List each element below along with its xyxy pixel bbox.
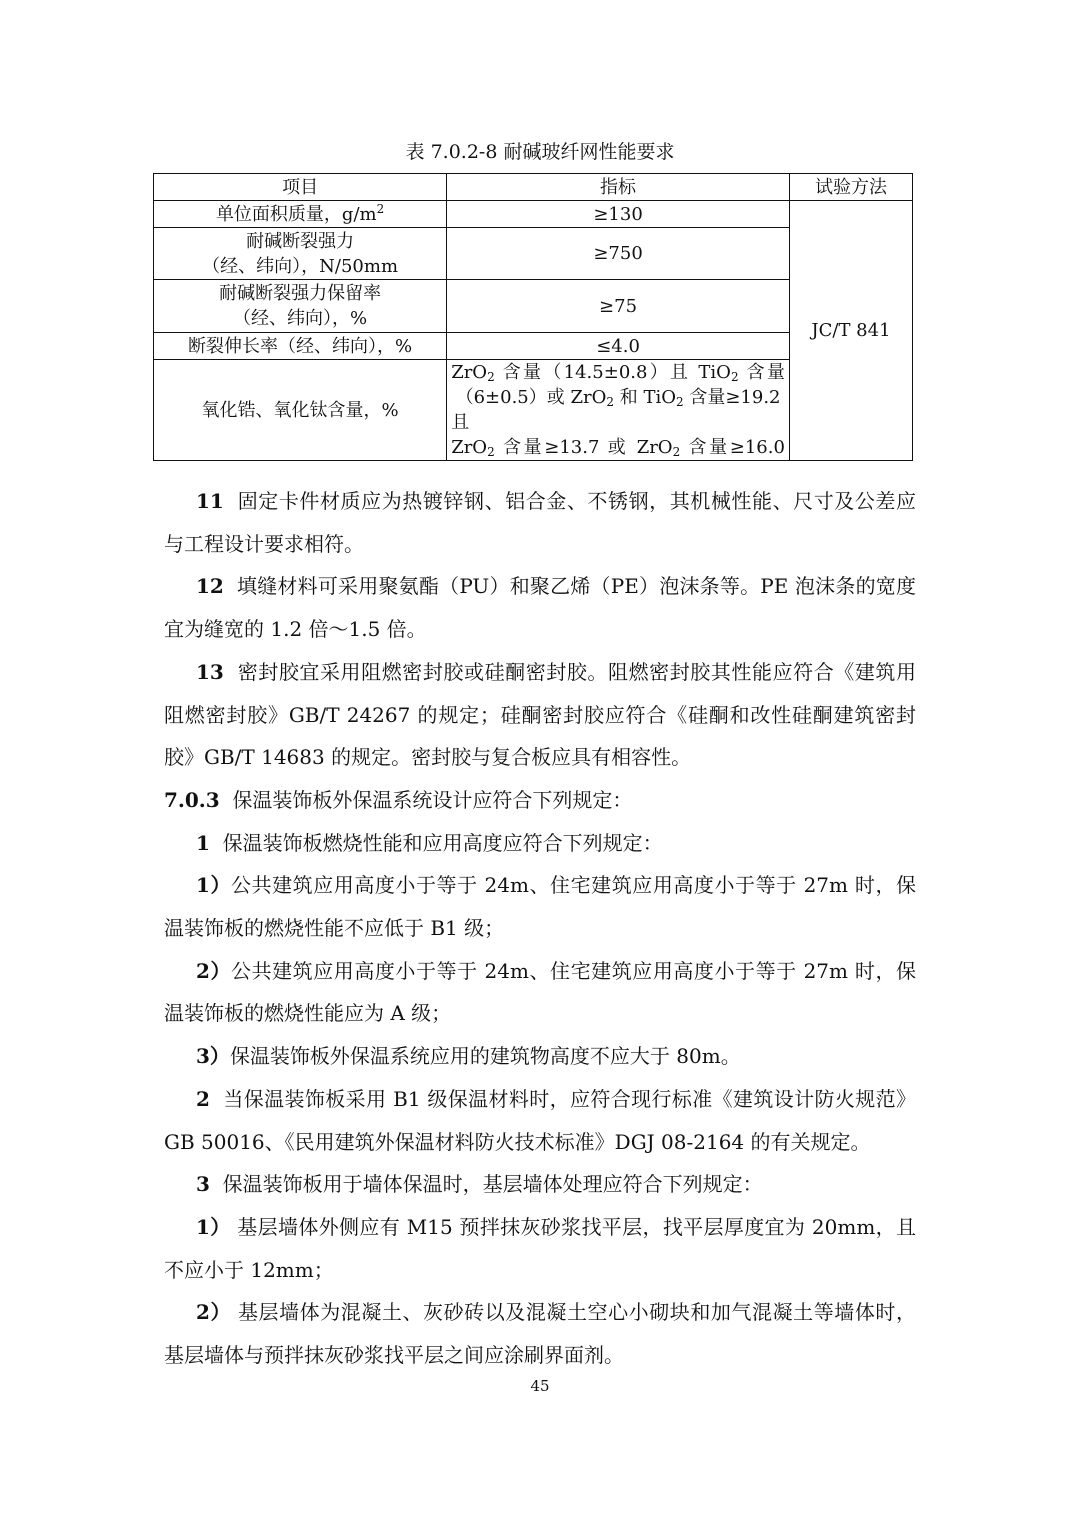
item-1-2: 2）公共建筑应用高度小于等于 24m、住宅建筑应用高度小于等于 27m 时，保温装饰板的燃烧性能应为 A 级； [164,958,917,1026]
test-method-cell: JC/T 841 [789,201,912,461]
header-item: 项目 [154,174,447,201]
row-item: 氧化锆、氧化钛含量，% [154,360,447,461]
item-1-3: 3）保温装饰板外保温系统应用的建筑物高度不应大于 80m。 [196,1044,741,1069]
section-7-0-3: 7.0.3 保温装饰板外保温系统设计应符合下列规定： [164,787,633,812]
row-item: 耐碱断裂强力保留率 （经、纬向），% [154,280,447,333]
row-value: ≥130 [447,201,790,228]
row-item: 单位面积质量，$g/m^2$ [154,201,447,228]
row-value: ≥750 [447,228,790,280]
header-value: 指标 [447,174,790,201]
zirconia-titania-value: ZrO$_2$ 含量（14.5±0.8）且 TiO$_2$ 含量 （6±0.5）或 ZrO$_2$ 和 TiO$_2$ 含量≥19.2 且 ZrO$_2$ 含量≥13.7 或 ZrO$_2$ 含量≥16.0 [447,360,790,461]
paragraph-11: 11 固定卡件材质应为热镀锌钢、铝合金、不锈钢，其机械性能、尺寸及公差应与工程设计要求相符。 [164,489,916,556]
item-3-1: 1） 基层墙体外侧应有 M15 预拌抹灰砂浆找平层，找平层厚度宜为 20mm，且不应小于 12mm； [164,1214,916,1282]
table-title: 表 7.0.2-8 耐碱玻纤网性能要求 [405,141,675,163]
page-number: 45 [530,1377,550,1395]
row-value: ≤4.0 [447,333,790,360]
paragraph-12: 12 填缝材料可采用聚氨酯（PU）和聚乙烯（PE）泡沫条等。PE 泡沫条的宽度宜为缝宽的 1.2 倍～1.5 倍。 [164,574,916,642]
body-text [164,480,916,1377]
item-3-2: 2） 基层墙体为混凝土、灰砂砖以及混凝土空心小砌块和加气混凝土等墙体时，基层墙体与预拌抹灰砂浆找平层之间应涂刷界面剂。 [164,1300,916,1368]
paragraph-13: 13 密封胶宜采用阻燃密封胶或硅酮密封胶。阻燃密封胶其性能应符合《建筑用阻燃密封胶》GB/T 24267 的规定；硅酮密封胶应符合《硅酮和改性硅酮建筑密封胶》GB/T 14683 的规定。密封胶与复合板应具有相容性。 [164,659,916,770]
table-row [154,201,913,228]
row-item: 断裂伸长率（经、纬向），% [154,333,447,360]
item-1: 1 保温装饰板燃烧性能和应用高度应符合下列规定： [196,830,663,855]
item-1-1: 1）公共建筑应用高度小于等于 24m、住宅建筑应用高度小于等于 27m 时，保温装饰板的燃烧性能不应低于 B1 级； [164,873,917,941]
header-method: 试验方法 [789,174,912,201]
row-item: 耐碱断裂强力 （经、纬向），N/50mm [154,228,447,280]
row-value: ≥75 [447,280,790,333]
table-header-row [154,174,913,201]
item-2: 2 当保温装饰板采用 B1 级保温材料时，应符合现行标准《建筑设计防火规范》GB 50016、《民用建筑外保温材料防火技术标准》DGJ 08-2164 的有关规定。 [164,1086,917,1154]
performance-table [153,173,913,461]
item-3: 3 保温装饰板用于墙体保温时，基层墙体处理应符合下列规定： [196,1172,763,1197]
